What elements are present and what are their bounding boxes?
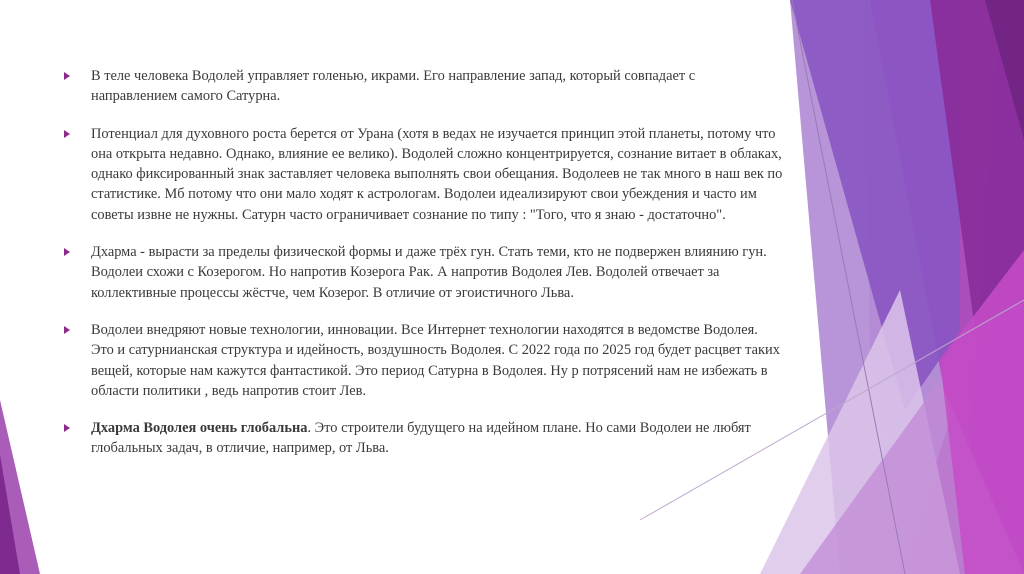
bullet-list bbox=[64, 66, 784, 476]
list-item bbox=[64, 320, 784, 401]
paragraph-text: Дхарма - вырасти за пределы физической формы и даже трёх гун. Стать теми, кто не подвержен влиянию гун. Водолеи схожи с Козерогом. Но напротив Козерога Рак. А напротив Водолея Лев. Водолей отвечает за коллективные процессы жёстче, чем Козерог. В отличие от эгоистичного Льва. bbox=[91, 244, 767, 301]
list-item bbox=[64, 124, 784, 225]
list-item bbox=[64, 418, 784, 459]
paragraph-text: . Это строители будущего на идейном плане. Но сами Водолеи не любят глобальных задач, в отличие, например, от Льва. bbox=[91, 420, 751, 457]
bullet-arrow-icon bbox=[64, 424, 70, 432]
bullet-arrow-icon bbox=[64, 130, 70, 138]
list-item bbox=[64, 242, 784, 303]
paragraph-text: В теле человека Водолей управляет голенью, икрами. Его направление запад, который совпадает с направлением самого Сатурна. bbox=[91, 68, 696, 105]
bullet-arrow-icon bbox=[64, 248, 70, 256]
paragraph-text: Водолеи внедряют новые технологии, инновации. Все Интернет технологии находятся в ведомстве Водолея. Это и сатурнианская структура и идейность, воздушность Водолея. С 2022 года по 2025 год будет расцвет таких вещей, которые нам кажутся фантастикой. Это период Сатурна в Водолея. Ну р потрясений нам не избежать в области политики , ведь напротив стоит Лев. bbox=[91, 321, 780, 399]
list-item bbox=[64, 66, 784, 107]
bullet-arrow-icon bbox=[64, 326, 70, 334]
paragraph-bold-lead: Дхарма Водолея очень глобальна bbox=[91, 420, 308, 437]
bullet-arrow-icon bbox=[64, 72, 70, 80]
paragraph-text: Потенциал для духовного роста берется от Урана (хотя в ведах не изучается принцип этой планеты, потому что она открыта недавно. Однако, влияние ее велико). Водолей сложно концентрируется, сознание витает в облаках, однако фиксированный знак заставляет человека выполнять свои обещания. Водолеев не так много в наш век по статистике. Мб потому что они мало ходят к астрологам. Водолеи идеализируют свои убеждения и часто им советы извне не нужны. Сатурн часто ограничивает сознание по типу : "Того, что я знаю - достаточно". bbox=[91, 125, 783, 223]
